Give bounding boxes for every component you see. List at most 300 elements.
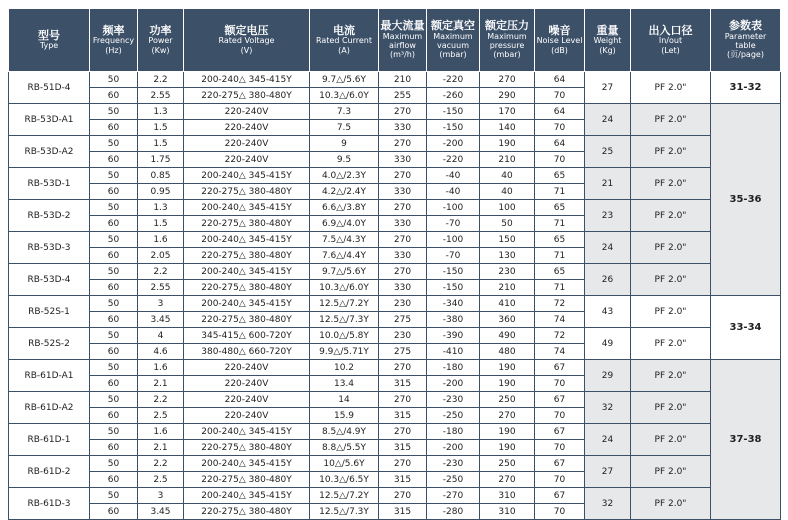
voltage-cell: 200-240△ 345-415Y [184, 72, 310, 88]
vacuum-cell: -270 [427, 488, 480, 504]
pressure-cell: 150 [480, 232, 535, 248]
current-cell: 4.0△/2.3Y [310, 168, 379, 184]
noise-cell: 74 [535, 344, 585, 360]
vacuum-cell: -280 [427, 504, 480, 520]
vacuum-cell: -150 [427, 280, 480, 296]
weight-cell: 24 [585, 232, 631, 264]
noise-cell: 65 [535, 200, 585, 216]
model-type-cell: RB-61D-2 [9, 456, 90, 488]
header-en-label: (A) [338, 45, 350, 55]
power-cell: 4.6 [138, 344, 184, 360]
weight-cell: 21 [585, 168, 631, 200]
table-row [9, 456, 781, 472]
noise-cell: 70 [535, 440, 585, 456]
noise-cell: 70 [535, 408, 585, 424]
power-cell: 1.3 [138, 104, 184, 120]
vacuum-cell: -390 [427, 328, 480, 344]
header-max-vacuum [427, 9, 480, 72]
frequency-cell: 50 [90, 360, 138, 376]
current-cell: 10.2 [310, 360, 379, 376]
voltage-cell: 220-275△ 380-480Y [184, 216, 310, 232]
frequency-cell: 60 [90, 408, 138, 424]
header-en-label: (Kg) [599, 45, 616, 55]
pressure-cell: 270 [480, 472, 535, 488]
noise-cell: 64 [535, 72, 585, 88]
pressure-cell: 190 [480, 424, 535, 440]
noise-cell: 71 [535, 184, 585, 200]
voltage-cell: 220-240V [184, 392, 310, 408]
header-en-label: (m³/h) [389, 50, 415, 60]
current-cell: 14 [310, 392, 379, 408]
table-row [9, 360, 781, 376]
airflow-cell: 275 [379, 344, 427, 360]
current-cell: 10.0△/5.8Y [310, 328, 379, 344]
current-cell: 10.3△/6.0Y [310, 280, 379, 296]
vacuum-cell: -230 [427, 456, 480, 472]
header-cn-label: 电流 [333, 23, 355, 37]
vacuum-cell: -100 [427, 232, 480, 248]
vacuum-cell: -340 [427, 296, 480, 312]
header-cn-label: 型号 [38, 28, 60, 42]
header-en-label: (Kw) [151, 45, 170, 55]
airflow-cell: 270 [379, 104, 427, 120]
header-en-label: Rated Current [315, 36, 372, 46]
frequency-cell: 50 [90, 296, 138, 312]
weight-cell: 29 [585, 360, 631, 392]
power-cell: 2.2 [138, 264, 184, 280]
pressure-cell: 50 [480, 216, 535, 232]
airflow-cell: 330 [379, 120, 427, 136]
noise-cell: 74 [535, 312, 585, 328]
airflow-cell: 270 [379, 392, 427, 408]
frequency-cell: 60 [90, 376, 138, 392]
table-row [9, 488, 781, 504]
airflow-cell: 270 [379, 136, 427, 152]
voltage-cell: 200-240△ 345-415Y [184, 200, 310, 216]
airflow-cell: 330 [379, 280, 427, 296]
frequency-cell: 60 [90, 152, 138, 168]
power-cell: 1.5 [138, 136, 184, 152]
model-type-cell: RB-53D-3 [9, 232, 90, 264]
pressure-cell: 140 [480, 120, 535, 136]
weight-cell: 24 [585, 424, 631, 456]
power-cell: 2.2 [138, 72, 184, 88]
voltage-cell: 200-240△ 345-415Y [184, 296, 310, 312]
frequency-cell: 50 [90, 168, 138, 184]
inout-cell: PF 2.0" [631, 72, 711, 104]
airflow-cell: 255 [379, 88, 427, 104]
table-row [9, 392, 781, 408]
noise-cell: 65 [535, 168, 585, 184]
header-en-label: (mbar) [493, 50, 521, 60]
noise-cell: 70 [535, 472, 585, 488]
noise-cell: 70 [535, 120, 585, 136]
header-parameter-table [711, 9, 781, 72]
current-cell: 9.7△/5.6Y [310, 264, 379, 280]
pressure-cell: 40 [480, 184, 535, 200]
current-cell: 7.5△/4.3Y [310, 232, 379, 248]
frequency-cell: 50 [90, 72, 138, 88]
weight-cell: 43 [585, 296, 631, 328]
power-cell: 2.05 [138, 248, 184, 264]
current-cell: 13.4 [310, 376, 379, 392]
airflow-cell: 315 [379, 408, 427, 424]
vacuum-cell: -380 [427, 312, 480, 328]
pressure-cell: 490 [480, 328, 535, 344]
frequency-cell: 60 [90, 504, 138, 520]
current-cell: 10△/5.6Y [310, 456, 379, 472]
voltage-cell: 200-240△ 345-415Y [184, 232, 310, 248]
frequency-cell: 50 [90, 200, 138, 216]
model-type-cell: RB-53D-A2 [9, 136, 90, 168]
noise-cell: 72 [535, 296, 585, 312]
pressure-cell: 230 [480, 264, 535, 280]
airflow-cell: 330 [379, 216, 427, 232]
parameter-page-cell: 35-36 [711, 104, 781, 296]
weight-cell: 32 [585, 488, 631, 520]
airflow-cell: 330 [379, 184, 427, 200]
weight-cell: 27 [585, 456, 631, 488]
power-cell: 1.5 [138, 120, 184, 136]
spec-table [8, 8, 781, 520]
vacuum-cell: -40 [427, 168, 480, 184]
model-type-cell: RB-52S-1 [9, 296, 90, 328]
airflow-cell: 270 [379, 360, 427, 376]
noise-cell: 70 [535, 504, 585, 520]
pressure-cell: 210 [480, 152, 535, 168]
header-row [9, 9, 781, 72]
header-cn-label: 额定真空 [431, 19, 475, 33]
header-rated-current [310, 9, 379, 72]
model-type-cell: RB-53D-4 [9, 264, 90, 296]
vacuum-cell: -180 [427, 360, 480, 376]
power-cell: 1.6 [138, 424, 184, 440]
header-en-label: Type [39, 41, 59, 51]
noise-cell: 72 [535, 328, 585, 344]
header-en-label: Rated Voltage [218, 36, 275, 46]
parameter-page-cell: 31-32 [711, 72, 781, 104]
power-cell: 4 [138, 328, 184, 344]
pressure-cell: 130 [480, 248, 535, 264]
vacuum-cell: -180 [427, 424, 480, 440]
header-en-label: vacuum [437, 41, 469, 51]
header-cn-label: 额定电压 [224, 23, 269, 37]
power-cell: 1.3 [138, 200, 184, 216]
table-row [9, 328, 781, 344]
header-type [9, 9, 90, 72]
header-en-label: (Let) [661, 45, 680, 55]
pressure-cell: 210 [480, 280, 535, 296]
current-cell: 9.7△/5.6Y [310, 72, 379, 88]
table-row [9, 104, 781, 120]
header-rated-voltage [184, 9, 310, 72]
model-type-cell: RB-53D-2 [9, 200, 90, 232]
power-cell: 2.1 [138, 440, 184, 456]
vacuum-cell: -260 [427, 88, 480, 104]
voltage-cell: 200-240△ 345-415Y [184, 264, 310, 280]
header-en-label: Frequency [92, 36, 135, 46]
table-row [9, 72, 781, 88]
voltage-cell: 220-275△ 380-480Y [184, 280, 310, 296]
power-cell: 2.55 [138, 88, 184, 104]
inout-cell: PF 2.0" [631, 488, 711, 520]
inout-cell: PF 2.0" [631, 328, 711, 360]
table-row [9, 200, 781, 216]
current-cell: 10.3△/6.5Y [310, 472, 379, 488]
header-cn-label: 频率 [102, 23, 125, 37]
power-cell: 3 [138, 296, 184, 312]
power-cell: 1.5 [138, 216, 184, 232]
frequency-cell: 60 [90, 120, 138, 136]
weight-cell: 27 [585, 72, 631, 104]
model-type-cell: RB-61D-A1 [9, 360, 90, 392]
vacuum-cell: -70 [427, 248, 480, 264]
pressure-cell: 270 [480, 72, 535, 88]
pressure-cell: 480 [480, 344, 535, 360]
vacuum-cell: -200 [427, 376, 480, 392]
airflow-cell: 210 [379, 72, 427, 88]
noise-cell: 71 [535, 280, 585, 296]
power-cell: 1.75 [138, 152, 184, 168]
voltage-cell: 220-275△ 380-480Y [184, 440, 310, 456]
current-cell: 12.5△/7.3Y [310, 504, 379, 520]
noise-cell: 65 [535, 232, 585, 248]
current-cell: 6.6△/3.8Y [310, 200, 379, 216]
current-cell: 6.9△/4.0Y [310, 216, 379, 232]
frequency-cell: 50 [90, 392, 138, 408]
voltage-cell: 220-275△ 380-480Y [184, 312, 310, 328]
frequency-cell: 50 [90, 328, 138, 344]
power-cell: 2.2 [138, 392, 184, 408]
header-en-label: Noise Level [536, 36, 583, 46]
voltage-cell: 220-240V [184, 360, 310, 376]
inout-cell: PF 2.0" [631, 168, 711, 200]
current-cell: 9.5 [310, 152, 379, 168]
current-cell: 7.6△/4.4Y [310, 248, 379, 264]
noise-cell: 70 [535, 88, 585, 104]
current-cell: 15.9 [310, 408, 379, 424]
model-type-cell: RB-61D-3 [9, 488, 90, 520]
vacuum-cell: -220 [427, 72, 480, 88]
header-power [138, 9, 184, 72]
noise-cell: 70 [535, 152, 585, 168]
voltage-cell: 200-240△ 345-415Y [184, 424, 310, 440]
pressure-cell: 100 [480, 200, 535, 216]
current-cell: 4.2△/2.4Y [310, 184, 379, 200]
header-en-label: Maximum [487, 31, 527, 41]
voltage-cell: 220-240V [184, 152, 310, 168]
header-noise-level [535, 9, 585, 72]
vacuum-cell: -230 [427, 392, 480, 408]
vacuum-cell: -40 [427, 184, 480, 200]
voltage-cell: 220-240V [184, 376, 310, 392]
airflow-cell: 330 [379, 248, 427, 264]
inout-cell: PF 2.0" [631, 424, 711, 456]
header-en-label: (页/page) [727, 50, 764, 60]
power-cell: 3.45 [138, 312, 184, 328]
pressure-cell: 270 [480, 408, 535, 424]
voltage-cell: 220-275△ 380-480Y [184, 504, 310, 520]
weight-cell: 32 [585, 392, 631, 424]
current-cell: 7.5 [310, 120, 379, 136]
voltage-cell: 380-480△ 660-720Y [184, 344, 310, 360]
table-row [9, 136, 781, 152]
parameter-page-cell: 33-34 [711, 296, 781, 360]
parameter-page-cell: 37-38 [711, 360, 781, 520]
header-en-label: Weight [593, 36, 622, 46]
voltage-cell: 200-240△ 345-415Y [184, 168, 310, 184]
voltage-cell: 220-275△ 380-480Y [184, 248, 310, 264]
noise-cell: 70 [535, 376, 585, 392]
frequency-cell: 60 [90, 88, 138, 104]
frequency-cell: 50 [90, 232, 138, 248]
airflow-cell: 270 [379, 488, 427, 504]
voltage-cell: 345-415△ 600-720Y [184, 328, 310, 344]
vacuum-cell: -410 [427, 344, 480, 360]
current-cell: 10.3△/6.0Y [310, 88, 379, 104]
airflow-cell: 315 [379, 472, 427, 488]
noise-cell: 64 [535, 104, 585, 120]
inout-cell: PF 2.0" [631, 200, 711, 232]
current-cell: 12.5△/7.2Y [310, 488, 379, 504]
airflow-cell: 270 [379, 232, 427, 248]
airflow-cell: 330 [379, 152, 427, 168]
header-cn-label: 参数表 [729, 19, 762, 33]
model-type-cell: RB-53D-1 [9, 168, 90, 200]
noise-cell: 67 [535, 488, 585, 504]
vacuum-cell: -250 [427, 408, 480, 424]
frequency-cell: 60 [90, 216, 138, 232]
voltage-cell: 220-240V [184, 104, 310, 120]
inout-cell: PF 2.0" [631, 392, 711, 424]
vacuum-cell: -150 [427, 120, 480, 136]
weight-cell: 23 [585, 200, 631, 232]
frequency-cell: 50 [90, 424, 138, 440]
header-in-out [631, 9, 711, 72]
current-cell: 8.5△/4.9Y [310, 424, 379, 440]
vacuum-cell: -70 [427, 216, 480, 232]
frequency-cell: 50 [90, 136, 138, 152]
header-en-label: (V) [240, 45, 253, 55]
airflow-cell: 270 [379, 456, 427, 472]
frequency-cell: 60 [90, 184, 138, 200]
pressure-cell: 290 [480, 88, 535, 104]
table-row [9, 232, 781, 248]
table-row [9, 168, 781, 184]
power-cell: 1.6 [138, 360, 184, 376]
power-cell: 0.85 [138, 168, 184, 184]
model-type-cell: RB-51D-4 [9, 72, 90, 104]
pressure-cell: 250 [480, 456, 535, 472]
header-frequency [90, 9, 138, 72]
voltage-cell: 200-240△ 345-415Y [184, 456, 310, 472]
pressure-cell: 250 [480, 392, 535, 408]
frequency-cell: 60 [90, 440, 138, 456]
header-en-label: (Hz) [105, 45, 122, 55]
inout-cell: PF 2.0" [631, 136, 711, 168]
airflow-cell: 230 [379, 296, 427, 312]
frequency-cell: 50 [90, 104, 138, 120]
vacuum-cell: -220 [427, 152, 480, 168]
weight-cell: 24 [585, 104, 631, 136]
airflow-cell: 315 [379, 440, 427, 456]
header-weight [585, 9, 631, 72]
noise-cell: 67 [535, 456, 585, 472]
airflow-cell: 275 [379, 312, 427, 328]
vacuum-cell: -100 [427, 200, 480, 216]
voltage-cell: 200-240△ 345-415Y [184, 488, 310, 504]
inout-cell: PF 2.0" [631, 296, 711, 328]
airflow-cell: 270 [379, 264, 427, 280]
current-cell: 9.9△/5.71Y [310, 344, 379, 360]
voltage-cell: 220-275△ 380-480Y [184, 472, 310, 488]
weight-cell: 26 [585, 264, 631, 296]
airflow-cell: 315 [379, 504, 427, 520]
frequency-cell: 60 [90, 344, 138, 360]
pressure-cell: 190 [480, 136, 535, 152]
vacuum-cell: -200 [427, 440, 480, 456]
noise-cell: 67 [535, 392, 585, 408]
pressure-cell: 310 [480, 488, 535, 504]
model-type-cell: RB-52S-2 [9, 328, 90, 360]
table-row [9, 296, 781, 312]
power-cell: 1.6 [138, 232, 184, 248]
header-en-label: (mbar) [439, 50, 467, 60]
table-row [9, 424, 781, 440]
noise-cell: 64 [535, 136, 585, 152]
noise-cell: 71 [535, 248, 585, 264]
inout-cell: PF 2.0" [631, 104, 711, 136]
header-en-label: Maximum [433, 31, 473, 41]
header-en-label: Parameter [724, 31, 767, 41]
table-row [9, 264, 781, 280]
airflow-cell: 315 [379, 376, 427, 392]
current-cell: 9 [310, 136, 379, 152]
model-type-cell: RB-61D-1 [9, 424, 90, 456]
airflow-cell: 270 [379, 424, 427, 440]
vacuum-cell: -150 [427, 264, 480, 280]
noise-cell: 67 [535, 424, 585, 440]
pressure-cell: 190 [480, 376, 535, 392]
inout-cell: PF 2.0" [631, 456, 711, 488]
header-en-label: Maximum [382, 31, 423, 41]
model-type-cell: RB-61D-A2 [9, 392, 90, 424]
current-cell: 7.3 [310, 104, 379, 120]
frequency-cell: 50 [90, 264, 138, 280]
spec-table-container [8, 8, 780, 520]
power-cell: 2.55 [138, 280, 184, 296]
model-type-cell: RB-53D-A1 [9, 104, 90, 136]
header-cn-label: 最大流量 [380, 19, 425, 33]
vacuum-cell: -250 [427, 472, 480, 488]
pressure-cell: 190 [480, 360, 535, 376]
power-cell: 2.2 [138, 456, 184, 472]
noise-cell: 67 [535, 360, 585, 376]
header-max-pressure [480, 9, 535, 72]
header-en-label: pressure [489, 41, 525, 51]
header-en-label: table [735, 41, 756, 51]
frequency-cell: 60 [90, 280, 138, 296]
header-en-label: Power [148, 36, 173, 46]
weight-cell: 49 [585, 328, 631, 360]
pressure-cell: 310 [480, 504, 535, 520]
pressure-cell: 360 [480, 312, 535, 328]
frequency-cell: 50 [90, 488, 138, 504]
noise-cell: 65 [535, 264, 585, 280]
airflow-cell: 270 [379, 168, 427, 184]
current-cell: 12.5△/7.2Y [310, 296, 379, 312]
vacuum-cell: -150 [427, 104, 480, 120]
